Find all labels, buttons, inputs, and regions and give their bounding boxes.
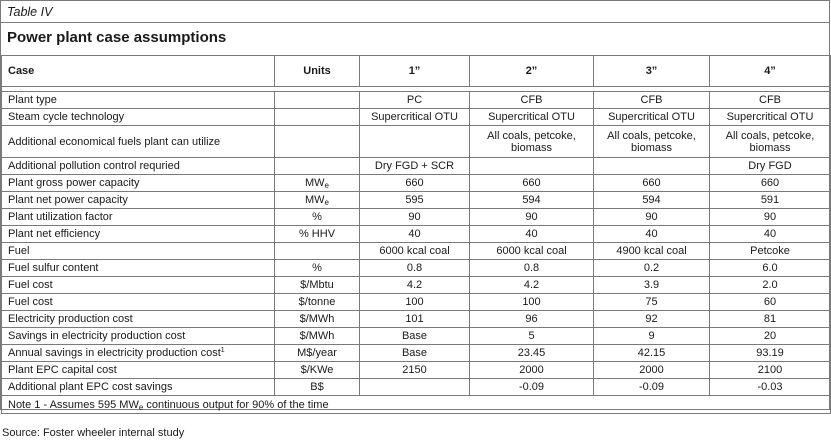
row-unit-text: MW bbox=[305, 177, 325, 189]
cell-case-1: Dry FGD + SCR bbox=[360, 158, 470, 175]
cell-case-4: 591 bbox=[710, 192, 831, 209]
row-label-text: Fuel sulfur content bbox=[8, 262, 99, 274]
cell-case-3: 92 bbox=[594, 311, 710, 328]
cell-case-1: 90 bbox=[360, 209, 470, 226]
cell-case-3: 90 bbox=[594, 209, 710, 226]
cell-case-2: 660 bbox=[470, 175, 594, 192]
header-case-3: 3” bbox=[594, 56, 710, 87]
table-row bbox=[2, 345, 831, 362]
row-unit bbox=[275, 294, 360, 311]
table-row bbox=[2, 277, 831, 294]
cell-case-3: Supercritical OTU bbox=[594, 109, 710, 126]
cell-case-4: 40 bbox=[710, 226, 831, 243]
table-row bbox=[2, 92, 831, 109]
row-label-text: Savings in electricity production cost bbox=[8, 330, 186, 342]
table-row bbox=[2, 243, 831, 260]
header-case-1: 1” bbox=[360, 56, 470, 87]
row-unit-text: % bbox=[312, 262, 322, 274]
row-label bbox=[2, 192, 275, 209]
footnote-subscript: e bbox=[138, 402, 144, 412]
row-label bbox=[2, 109, 275, 126]
row-unit-text: $/MWh bbox=[299, 330, 335, 342]
cell-case-3: All coals, petcoke, biomass bbox=[594, 126, 710, 158]
cell-case-1: 595 bbox=[360, 192, 470, 209]
footnote-text-start: Note 1 - Assumes 595 MW bbox=[8, 398, 139, 411]
table-row bbox=[2, 362, 831, 379]
cell-case-1: 660 bbox=[360, 175, 470, 192]
cell-case-3: 40 bbox=[594, 226, 710, 243]
cell-case-1: 2150 bbox=[360, 362, 470, 379]
cell-case-1 bbox=[360, 379, 470, 396]
row-unit bbox=[275, 192, 360, 209]
cell-case-4: 660 bbox=[710, 175, 831, 192]
row-label-text: Plant EPC capital cost bbox=[8, 364, 117, 376]
cell-case-2: 4.2 bbox=[470, 277, 594, 294]
row-unit bbox=[275, 328, 360, 345]
cell-case-1: 101 bbox=[360, 311, 470, 328]
cell-case-3: 9 bbox=[594, 328, 710, 345]
cell-case-3: 75 bbox=[594, 294, 710, 311]
row-unit-text: % bbox=[312, 211, 322, 223]
row-label-text: Fuel cost bbox=[8, 279, 53, 291]
row-label-text: Additional economical fuels plant can utilize bbox=[8, 135, 221, 148]
row-unit bbox=[275, 109, 360, 126]
cell-case-1: 6000 kcal coal bbox=[360, 243, 470, 260]
row-label-text: Plant type bbox=[8, 94, 57, 106]
row-unit-text: M$/year bbox=[297, 347, 337, 359]
cell-case-4: -0.03 bbox=[710, 379, 831, 396]
row-unit bbox=[275, 260, 360, 277]
cell-case-4: CFB bbox=[710, 92, 831, 109]
row-unit-text: MW bbox=[305, 194, 325, 206]
table-row bbox=[2, 126, 831, 158]
row-label bbox=[2, 328, 275, 345]
cell-case-1: 100 bbox=[360, 294, 470, 311]
table-row bbox=[2, 158, 831, 175]
row-unit bbox=[275, 209, 360, 226]
cell-case-2: 96 bbox=[470, 311, 594, 328]
row-unit bbox=[275, 345, 360, 362]
cell-case-4: Supercritical OTU bbox=[710, 109, 831, 126]
cell-case-2 bbox=[470, 158, 594, 175]
row-label bbox=[2, 277, 275, 294]
row-label-text: Fuel bbox=[8, 245, 30, 257]
row-label-text: Additional plant EPC cost savings bbox=[8, 381, 173, 393]
row-label bbox=[2, 126, 275, 158]
table-row bbox=[2, 294, 831, 311]
row-label bbox=[2, 209, 275, 226]
cell-case-4: 81 bbox=[710, 311, 831, 328]
row-unit bbox=[275, 226, 360, 243]
note-row bbox=[2, 396, 831, 414]
row-unit-text: $/KWe bbox=[300, 364, 334, 376]
cell-case-1: Base bbox=[360, 328, 470, 345]
cell-case-4: 20 bbox=[710, 328, 831, 345]
cell-case-1: 4.2 bbox=[360, 277, 470, 294]
cell-case-2: 5 bbox=[470, 328, 594, 345]
row-label-text: Plant utilization factor bbox=[8, 211, 113, 223]
cell-case-2: 594 bbox=[470, 192, 594, 209]
row-unit-text: $/Mbtu bbox=[300, 279, 334, 291]
cell-case-1: PC bbox=[360, 92, 470, 109]
row-label bbox=[2, 243, 275, 260]
table-row bbox=[2, 226, 831, 243]
row-unit-text: B$ bbox=[310, 381, 324, 393]
footnote bbox=[2, 396, 831, 414]
cell-case-4: 93.19 bbox=[710, 345, 831, 362]
header-case-2: 2” bbox=[470, 56, 594, 87]
cell-case-2: 40 bbox=[470, 226, 594, 243]
row-unit bbox=[275, 175, 360, 192]
row-label-text: Additional pollution control requried bbox=[8, 160, 180, 172]
table-row bbox=[2, 311, 831, 328]
cell-case-1: Base bbox=[360, 345, 470, 362]
row-label-text: Plant gross power capacity bbox=[8, 177, 140, 189]
table-title: Power plant case assumptions bbox=[7, 29, 227, 46]
cell-case-4: 60 bbox=[710, 294, 831, 311]
table-row bbox=[2, 328, 831, 345]
row-unit-text: $/tonne bbox=[298, 296, 336, 308]
header-row bbox=[2, 56, 831, 87]
row-label bbox=[2, 345, 275, 362]
cell-case-2: 23.45 bbox=[470, 345, 594, 362]
cell-case-3: CFB bbox=[594, 92, 710, 109]
cell-case-4: Petcoke bbox=[710, 243, 831, 260]
row-label bbox=[2, 294, 275, 311]
source-line: Source: Foster wheeler internal study bbox=[2, 427, 185, 439]
cell-case-2: 0.8 bbox=[470, 260, 594, 277]
cell-case-1 bbox=[360, 126, 470, 158]
row-label bbox=[2, 311, 275, 328]
row-label-text: Steam cycle technology bbox=[8, 111, 125, 123]
row-label-text: Fuel cost bbox=[8, 296, 53, 308]
row-unit bbox=[275, 92, 360, 109]
header-case-4: 4” bbox=[710, 56, 831, 87]
cell-case-2: -0.09 bbox=[470, 379, 594, 396]
cell-case-1: 40 bbox=[360, 226, 470, 243]
row-label bbox=[2, 226, 275, 243]
cell-case-2: 2000 bbox=[470, 362, 594, 379]
row-label-text: Plant net power capacity bbox=[8, 194, 128, 206]
row-unit-text: $/MWh bbox=[299, 313, 335, 325]
row-label-text: Plant net efficiency bbox=[8, 228, 101, 240]
cell-case-2: All coals, petcoke, biomass bbox=[470, 126, 594, 158]
cell-case-4: 2.0 bbox=[710, 277, 831, 294]
cell-case-3 bbox=[594, 158, 710, 175]
footnote-marker: 1 bbox=[220, 347, 225, 354]
row-label-text: Annual savings in electricity production cost bbox=[8, 347, 221, 359]
table-label: Table IV bbox=[7, 5, 53, 19]
table-row bbox=[2, 109, 831, 126]
header-case: Case bbox=[2, 56, 275, 87]
assumptions-table bbox=[1, 55, 831, 414]
row-unit bbox=[275, 126, 360, 158]
row-label bbox=[2, 175, 275, 192]
row-label bbox=[2, 92, 275, 109]
cell-case-1: Supercritical OTU bbox=[360, 109, 470, 126]
cell-case-2: 100 bbox=[470, 294, 594, 311]
table-row bbox=[2, 192, 831, 209]
unit-subscript: e bbox=[324, 198, 329, 207]
table-row bbox=[2, 260, 831, 277]
table-body bbox=[2, 87, 831, 396]
table-row bbox=[2, 175, 831, 192]
cell-case-3: 594 bbox=[594, 192, 710, 209]
cell-case-2: Supercritical OTU bbox=[470, 109, 594, 126]
divider bbox=[1, 22, 829, 23]
header-units: Units bbox=[275, 56, 360, 87]
cell-case-2: CFB bbox=[470, 92, 594, 109]
cell-case-1: 0.8 bbox=[360, 260, 470, 277]
table-row bbox=[2, 209, 831, 226]
row-unit bbox=[275, 311, 360, 328]
row-unit bbox=[275, 158, 360, 175]
cell-case-2: 6000 kcal coal bbox=[470, 243, 594, 260]
footnote-text-end: continuous output for 90% of the time bbox=[143, 398, 329, 411]
row-unit bbox=[275, 362, 360, 379]
cell-case-3: 4900 kcal coal bbox=[594, 243, 710, 260]
row-unit-text: % HHV bbox=[298, 228, 336, 240]
row-label bbox=[2, 260, 275, 277]
cell-case-4: 6.0 bbox=[710, 260, 831, 277]
row-unit bbox=[275, 243, 360, 260]
row-label bbox=[2, 362, 275, 379]
cell-case-3: 660 bbox=[594, 175, 710, 192]
cell-case-4: All coals, petcoke, biomass bbox=[710, 126, 831, 158]
row-label-text: Electricity production cost bbox=[8, 313, 133, 325]
cell-case-4: Dry FGD bbox=[710, 158, 831, 175]
row-label bbox=[2, 158, 275, 175]
row-unit bbox=[275, 277, 360, 294]
cell-case-3: -0.09 bbox=[594, 379, 710, 396]
cell-case-4: 90 bbox=[710, 209, 831, 226]
cell-case-3: 3.9 bbox=[594, 277, 710, 294]
cell-case-3: 2000 bbox=[594, 362, 710, 379]
cell-case-3: 0.2 bbox=[594, 260, 710, 277]
row-label bbox=[2, 379, 275, 396]
unit-subscript: e bbox=[324, 181, 329, 190]
row-unit bbox=[275, 379, 360, 396]
cell-case-2: 90 bbox=[470, 209, 594, 226]
table-row bbox=[2, 379, 831, 396]
cell-case-4: 2100 bbox=[710, 362, 831, 379]
cell-case-3: 42.15 bbox=[594, 345, 710, 362]
